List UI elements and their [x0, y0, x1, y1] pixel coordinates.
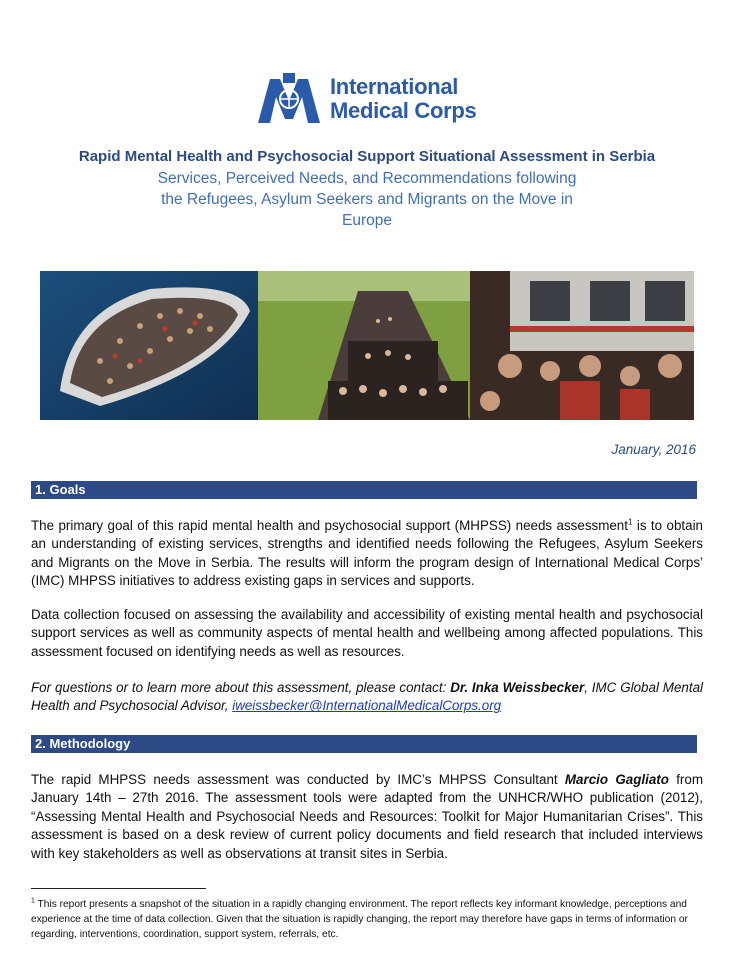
imc-logo [252, 71, 482, 127]
org-name-line1: International [330, 74, 459, 99]
footnote [31, 897, 703, 942]
methodology-text-a: The rapid MHPSS needs assessment was conducted by IMC’s MHPSS Consultant [31, 772, 565, 787]
photo-strip [40, 271, 694, 420]
document-subtitle-line2: the Refugees, Asylum Seekers and Migrants on the Move in [161, 191, 573, 208]
document-date: January, 2016 [611, 442, 696, 457]
contact-name: Dr. Inka Weissbecker [450, 680, 585, 695]
contact-text-b: , IMC Global Mental Health and Psychosocial Advisor, [31, 680, 703, 714]
footnote-text: This report presents a snapshot of the situation in a rapidly changing environment. The report reflects key informant knowledge, perceptions and experience at the time of data collection. Given that the situation is rapidly changing, the report may therefore have gaps in terms of information or regarding, interventions, coordination, support system, referrals, etc. [31, 899, 688, 940]
contact-email-link[interactable]: iweissbecker@InternationalMedicalCorps.org [232, 698, 502, 714]
footnote-marker: 1 [31, 897, 35, 905]
org-name [330, 75, 476, 123]
section-heading-methodology: 2. Methodology [31, 735, 697, 753]
footnote-ref[interactable]: 1 [627, 517, 633, 527]
methodology-paragraph [31, 771, 703, 863]
section-heading-goals: 1. Goals [31, 481, 697, 499]
document-subtitle-line1: Services, Perceived Needs, and Recommendations following [157, 170, 577, 187]
crowd-walking-photo [258, 271, 470, 420]
train-station-photo [470, 271, 694, 420]
org-name-line2: Medical Corps [330, 98, 477, 123]
methodology-text-b: from January 14th – 27th 2016. The assessment tools were adapted from the UNHCR/WHO publication (2012), “Assessing Mental Health and Psychosocial Needs and Resources: Toolkit for Major Humanitarian Crises”. This assessment is based on a desk review of current policy documents and field research that included interviews with key stakeholders as well as observations at transit sites in Serbia. [31, 772, 703, 861]
document-title: Rapid Mental Health and Psychosocial Support Situational Assessment in Serbia [78, 148, 656, 165]
goals-p1-text-b: is to obtain an understanding of existing services, strengths and identified needs following the Refugees, Asylum Seekers and Migrants on the Move in Serbia. The results will inform the program design of International Medical Corps’ (IMC) MHPSS initiatives to address existing gaps in services and supports. [31, 518, 703, 589]
footnote-divider [31, 888, 206, 889]
document-subtitle-line3: Europe [342, 212, 392, 229]
imc-logo-mark-icon [252, 71, 326, 127]
consultant-name: Marcio Gagliato [564, 772, 669, 787]
contact-paragraph [31, 679, 703, 716]
goals-paragraph-1 [31, 517, 703, 591]
goals-p1-text-a: The primary goal of this rapid mental health and psychosocial support (MHPSS) needs assessment [31, 518, 628, 533]
goals-paragraph-2: Data collection focused on assessing the availability and accessibility of existing mental health and psychosocial support services as well as community aspects of mental health and wellbeing among affected populations. This assessment focused on identifying needs as well as resources. [31, 607, 703, 659]
boat-photo [40, 271, 258, 420]
contact-text-a: For questions or to learn more about this assessment, please contact: [31, 680, 451, 695]
